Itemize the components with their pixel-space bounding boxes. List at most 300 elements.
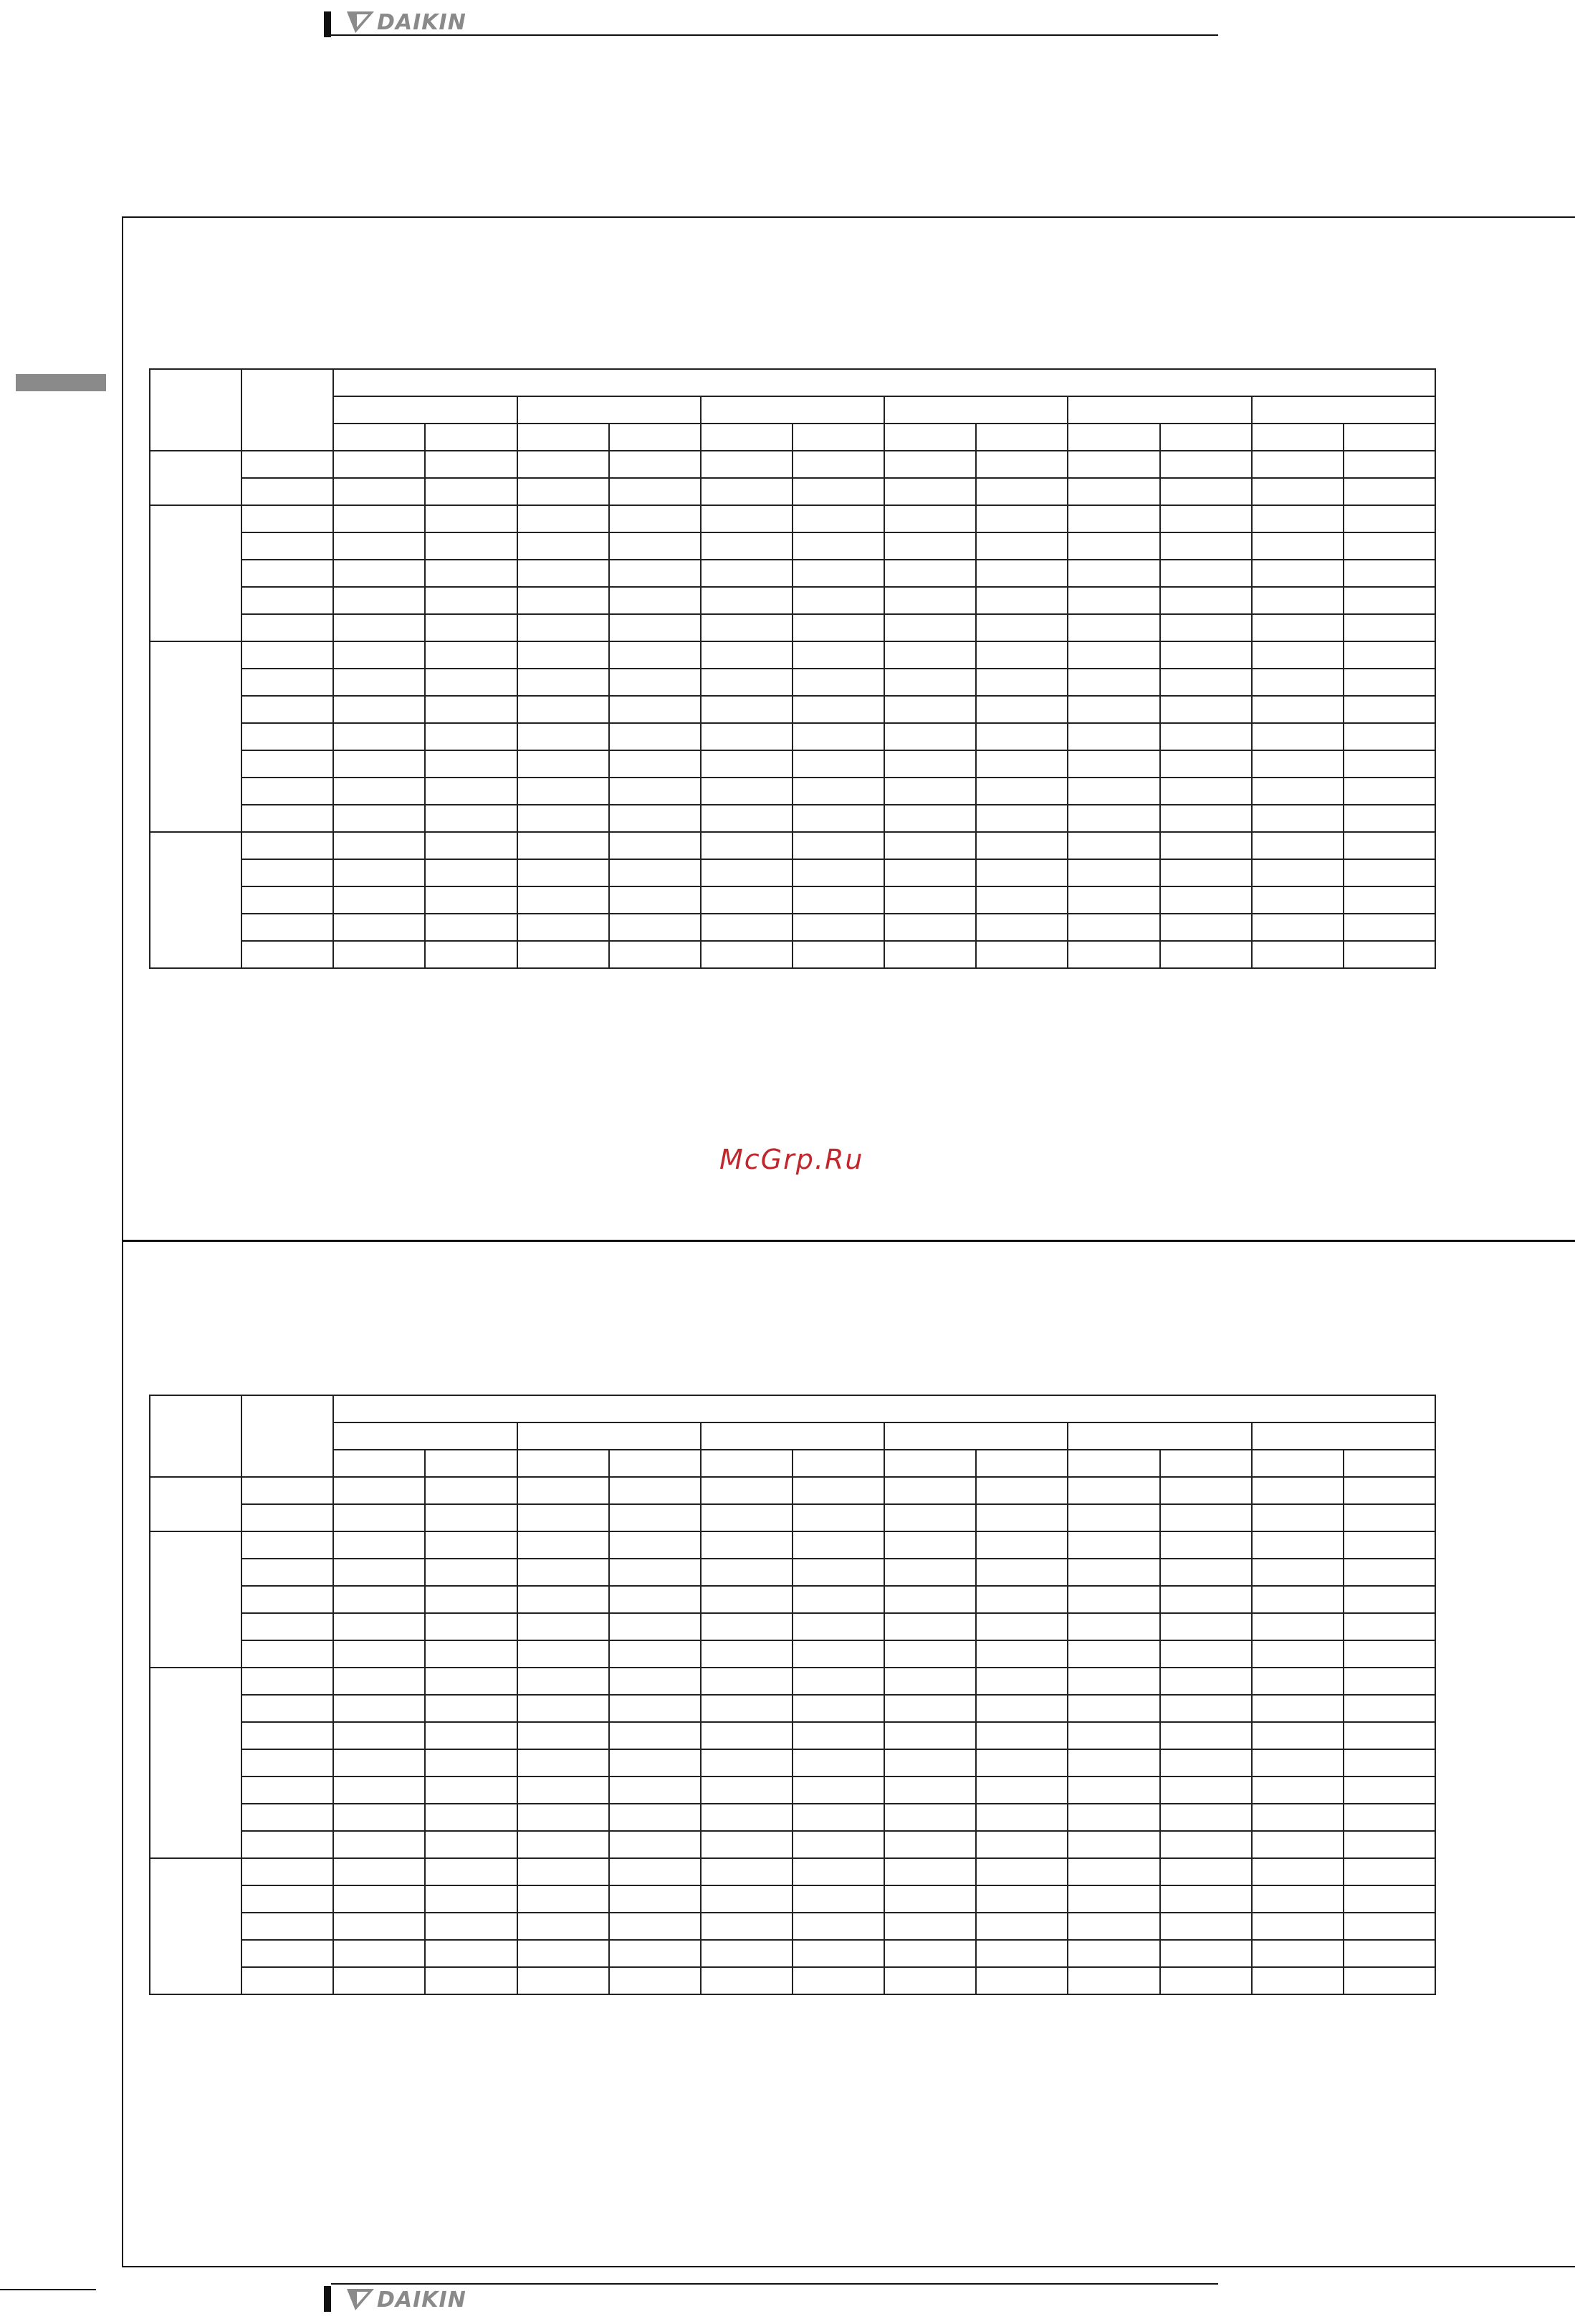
table-cell [976,805,1068,832]
table-cell [609,532,701,560]
table-row [150,1722,1435,1749]
footer-bar-marker [324,2286,331,2312]
table-cell [793,587,884,614]
table-cell [609,614,701,641]
table-cell [333,1559,425,1586]
table-cell [333,1749,425,1777]
table-row [150,1913,1435,1940]
table-cell [609,1477,701,1504]
table-cell [793,914,884,941]
table-cell [1344,696,1435,723]
table-cell [1160,914,1252,941]
header-group-cell [517,1422,701,1450]
table-cell [425,859,517,886]
table-cell [701,669,793,696]
table-cell [884,750,976,778]
table-cell [517,505,609,532]
table-cell [1252,1858,1344,1885]
table-cell [333,1722,425,1749]
table-row [150,1477,1435,1504]
table-cell [333,641,425,669]
table-cell [1160,778,1252,805]
table-cell [976,1749,1068,1777]
table-cell [517,1531,609,1559]
table-cell [609,451,701,478]
table-cell [1252,1722,1344,1749]
table-cell [425,1504,517,1531]
table-row [150,1885,1435,1913]
table-cell [976,587,1068,614]
table-cell [884,532,976,560]
table-cell [1252,1668,1344,1695]
header-rule [331,34,1218,36]
table-cell [425,723,517,750]
table-cell [609,886,701,914]
header-group-cell [1252,396,1435,424]
table-cell [1252,1504,1344,1531]
header-sub-cell [517,1450,609,1477]
table-cell [701,1749,793,1777]
table-cell [333,1940,425,1967]
table-cell [333,669,425,696]
table-cell [793,532,884,560]
table-cell [517,1695,609,1722]
table-cell [333,1804,425,1831]
table-cell [333,1586,425,1613]
table-row [150,1749,1435,1777]
table-cell [1160,1885,1252,1913]
table-cell [1068,859,1159,886]
row-label-cell [241,1477,333,1504]
table-cell [1068,560,1159,587]
table-cell [609,1940,701,1967]
table-row [150,1940,1435,1967]
table-cell [701,1940,793,1967]
table-cell [1068,1586,1159,1613]
table-cell [976,505,1068,532]
table-row [150,641,1435,669]
table-cell [1160,750,1252,778]
group-label-cell [150,505,241,641]
table-cell [976,1885,1068,1913]
table-cell [884,451,976,478]
table-cell [517,1967,609,1994]
table-cell [1252,1804,1344,1831]
group-label-cell [150,641,241,832]
table-cell [793,1858,884,1885]
table-cell [1344,1804,1435,1831]
table-cell [1068,1531,1159,1559]
table-cell [1160,1640,1252,1668]
table-cell [425,886,517,914]
table-cell [425,1940,517,1967]
table-cell [1344,1695,1435,1722]
table-cell [976,886,1068,914]
table-cell [793,941,884,968]
table-row [150,1804,1435,1831]
table-cell [1160,505,1252,532]
table-cell [1344,1559,1435,1586]
table-row [150,614,1435,641]
table-cell [517,478,609,505]
table-cell [609,669,701,696]
table-cell [1160,614,1252,641]
table-cell [1344,1722,1435,1749]
header-sub-cell [1160,424,1252,451]
table-cell [976,1559,1068,1586]
table-cell [425,451,517,478]
table-cell [1252,451,1344,478]
header-sub-cell [884,424,976,451]
corner-cell [150,1395,241,1477]
table-cell [1344,614,1435,641]
table-cell [701,1913,793,1940]
table-cell [609,1722,701,1749]
table-cell [517,859,609,886]
row-label-cell [241,451,333,478]
row-label-cell [241,1940,333,1967]
table-cell [1068,641,1159,669]
group-label-cell [150,451,241,505]
table-cell [976,1586,1068,1613]
table-cell [1160,723,1252,750]
table-cell [1344,451,1435,478]
table-row [150,478,1435,505]
table-cell [1344,886,1435,914]
table-cell [1160,451,1252,478]
row-label-cell [241,886,333,914]
row-label-cell [241,1613,333,1640]
header-group-cell [884,396,1068,424]
row-label-cell [241,778,333,805]
group-label-cell [150,1668,241,1858]
table-cell [333,1831,425,1858]
table-cell [884,1858,976,1885]
table-cell [884,1749,976,1777]
table-cell [1068,886,1159,914]
section-side-tab [16,374,106,391]
table-cell [517,560,609,587]
footer-brand: DAIKIN [377,2287,466,2313]
header-sub-cell [793,1450,884,1477]
table-cell [1252,1640,1344,1668]
table-cell [884,1967,976,1994]
table-cell [609,859,701,886]
table-cell [425,1885,517,1913]
table-cell [1344,1940,1435,1967]
table-cell [793,1668,884,1695]
header-span-cell [333,1395,1435,1422]
table-cell [793,805,884,832]
table-cell [701,1640,793,1668]
table-cell [517,723,609,750]
table-cell [1068,1967,1159,1994]
table-cell [1160,478,1252,505]
table-cell [1160,587,1252,614]
table-cell [976,478,1068,505]
table-cell [1068,1504,1159,1531]
table-cell [793,859,884,886]
table-cell [1252,1559,1344,1586]
table-cell [517,886,609,914]
table-cell [1344,832,1435,859]
daikin-triangle-icon [347,2289,374,2310]
table-cell [976,832,1068,859]
table-cell [609,1885,701,1913]
table-cell [793,641,884,669]
table-cell [425,1559,517,1586]
table-cell [976,1504,1068,1531]
row-label-cell [241,1831,333,1858]
table-row [150,914,1435,941]
header-sub-cell [1068,1450,1159,1477]
table-cell [1344,1885,1435,1913]
table-cell [884,505,976,532]
table-cell [1068,914,1159,941]
table-row [150,1695,1435,1722]
table-cell [609,941,701,968]
table-cell [1068,587,1159,614]
row-label-cell [241,1749,333,1777]
table-cell [1252,914,1344,941]
table-cell [793,614,884,641]
table-cell [793,1586,884,1613]
table-cell [1252,1913,1344,1940]
table-cell [1068,750,1159,778]
table-cell [701,750,793,778]
table-cell [1252,1586,1344,1613]
table-cell [701,587,793,614]
row-label-cell [241,1967,333,1994]
table-cell [884,723,976,750]
table-cell [333,750,425,778]
table-cell [701,1777,793,1804]
table-cell [1160,1967,1252,1994]
table-cell [517,532,609,560]
table-cell [884,1722,976,1749]
table-cell [1252,1613,1344,1640]
header-sub-cell [884,1450,976,1477]
table-cell [425,1613,517,1640]
row-label-cell [241,1913,333,1940]
table-cell [333,1477,425,1504]
table-cell [1160,532,1252,560]
corner-cell [241,1395,333,1477]
table-cell [701,886,793,914]
table-cell [333,451,425,478]
table-cell [1160,832,1252,859]
table-cell [609,1613,701,1640]
table-cell [517,451,609,478]
header-group-cell [1252,1422,1435,1450]
table-cell [609,778,701,805]
table-cell [884,587,976,614]
table-cell [609,1777,701,1804]
table-cell [517,1640,609,1668]
table-cell [976,859,1068,886]
table-cell [425,1749,517,1777]
table-cell [609,750,701,778]
table-cell [1068,1749,1159,1777]
table-cell [425,1913,517,1940]
table-cell [1344,914,1435,941]
header-sub-cell [976,1450,1068,1477]
table-cell [1160,641,1252,669]
table-cell [976,1967,1068,1994]
table-cell [976,669,1068,696]
table-cell [701,1885,793,1913]
table-cell [517,914,609,941]
table-cell [1252,587,1344,614]
table-row [150,886,1435,914]
table-cell [701,1858,793,1885]
daikin-triangle-icon [347,11,374,33]
table-cell [425,532,517,560]
table-cell [425,1831,517,1858]
table-cell [333,723,425,750]
table-row [150,941,1435,968]
table-cell [1344,805,1435,832]
table-cell [1068,1831,1159,1858]
table-cell [333,805,425,832]
table-cell [701,914,793,941]
table-cell [1068,696,1159,723]
table-cell [884,1613,976,1640]
table-cell [1344,941,1435,968]
table-cell [701,451,793,478]
table-cell [1068,1668,1159,1695]
table-row [150,669,1435,696]
header-logo [347,7,466,37]
table-cell [425,805,517,832]
table-cell [425,505,517,532]
table-cell [517,669,609,696]
row-label-cell [241,723,333,750]
table-cell [1344,1613,1435,1640]
table-cell [1344,1967,1435,1994]
table-cell [517,587,609,614]
footer-logo [347,2285,466,2315]
table-cell [1252,941,1344,968]
table-cell [701,478,793,505]
table-cell [1160,1913,1252,1940]
table-row [150,451,1435,478]
row-label-cell [241,696,333,723]
header-bar-marker [324,11,331,37]
table-cell [609,1858,701,1885]
table-cell [425,1695,517,1722]
table-cell [1160,1804,1252,1831]
row-label-cell [241,859,333,886]
table-cell [793,832,884,859]
table-cell [884,1504,976,1531]
table-cell [701,1531,793,1559]
table-cell [701,1613,793,1640]
table-row [150,805,1435,832]
table-cell [1344,1477,1435,1504]
row-label-cell [241,805,333,832]
table-header-row [150,1395,1435,1422]
table-cell [1160,1504,1252,1531]
table-row [150,1531,1435,1559]
table-cell [1068,832,1159,859]
table-cell [333,478,425,505]
table-cell [1160,859,1252,886]
table-cell [425,778,517,805]
table-cell [976,1777,1068,1804]
table-cell [884,1531,976,1559]
table-cell [425,1858,517,1885]
table-cell [1252,532,1344,560]
table-cell [517,1586,609,1613]
table-cell [1344,1668,1435,1695]
table-cell [1252,1777,1344,1804]
table-cell [1160,1477,1252,1504]
table-cell [1160,805,1252,832]
table-cell [425,1640,517,1668]
row-label-cell [241,914,333,941]
table-cell [517,1504,609,1531]
table-row [150,696,1435,723]
header-sub-cell [609,1450,701,1477]
table-cell [701,778,793,805]
table-cell [884,614,976,641]
table-cell [793,478,884,505]
table-cell [425,941,517,968]
table-cell [1068,1885,1159,1913]
table-row [150,750,1435,778]
table-cell [333,1885,425,1913]
row-label-cell [241,669,333,696]
table-cell [333,1858,425,1885]
table-cell [976,614,1068,641]
table-cell [1068,805,1159,832]
table-cell [1160,696,1252,723]
table-cell [701,1668,793,1695]
table-cell [976,532,1068,560]
table-cell [609,1504,701,1531]
table-cell [609,914,701,941]
table-cell [793,451,884,478]
table-cell [1160,1559,1252,1586]
table-cell [517,1613,609,1640]
table-cell [1344,1640,1435,1668]
table-cell [425,587,517,614]
row-label-cell [241,1804,333,1831]
table-cell [884,1831,976,1858]
row-label-cell [241,505,333,532]
table-cell [1252,1477,1344,1504]
table-row [150,505,1435,532]
table-cell [884,778,976,805]
header-group-cell [333,396,517,424]
table-cell [1344,859,1435,886]
table-cell [1252,505,1344,532]
table-cell [701,1559,793,1586]
table-cell [1344,532,1435,560]
table-cell [333,941,425,968]
table-cell [701,614,793,641]
table-cell [793,1885,884,1913]
table-cell [609,696,701,723]
table-cell [701,941,793,968]
table-cell [793,1477,884,1504]
group-label-cell [150,1477,241,1531]
header-sub-cell [1068,424,1159,451]
row-label-cell [241,1640,333,1668]
table-cell [793,1559,884,1586]
table-row [150,1777,1435,1804]
